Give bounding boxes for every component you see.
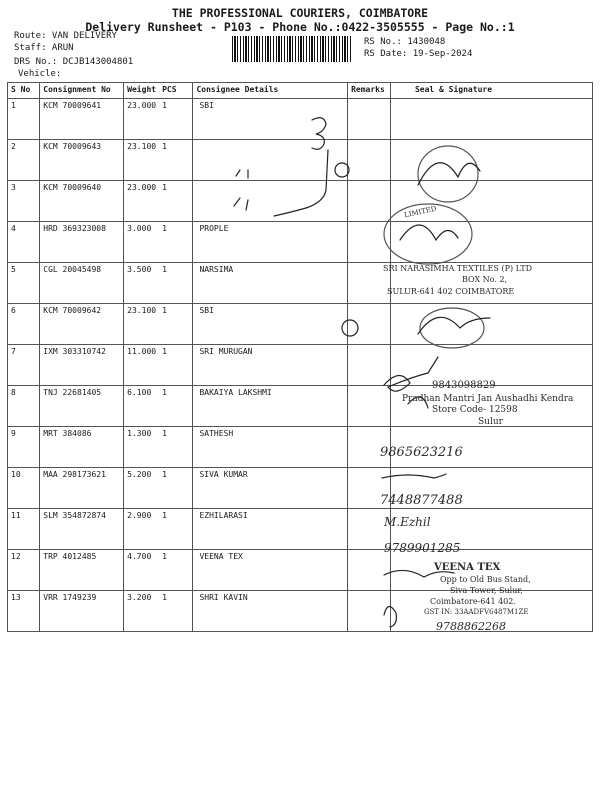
cell-consignee: SBI — [193, 304, 348, 345]
cell-consignment: VRR 1749239 — [40, 591, 124, 632]
cell-consignee: SIVA KUMAR — [193, 468, 348, 509]
cell-consignment: KCM 70009642 — [40, 304, 124, 345]
stamp-textiles-line3: SULUR-641 402 COIMBATORE — [387, 287, 515, 296]
cell-consignee: SRI MURUGAN — [193, 345, 348, 386]
cell-pcs: 1 — [159, 304, 193, 345]
cell-weight: 5.200 — [124, 468, 159, 509]
cell-consignee: BAKAIYA LAKSHMI — [193, 386, 348, 427]
cell-remarks — [348, 222, 391, 263]
cell-weight: 1.300 — [124, 427, 159, 468]
handwritten-phone-11: 9789901285 — [384, 541, 461, 555]
col-weight: Weight — [124, 83, 159, 99]
cell-weight: 23.100 — [124, 304, 159, 345]
col-pcs: PCS — [159, 83, 193, 99]
col-remarks: Remarks — [348, 83, 391, 99]
cell-consignee: VEENA TEX — [193, 550, 348, 591]
handwritten-name-11: M.Ezhil — [384, 515, 431, 529]
cell-consignment: TRP 4012485 — [40, 550, 124, 591]
cell-consignment: KCM 70009643 — [40, 140, 124, 181]
cell-remarks — [348, 386, 391, 427]
cell-sno: 10 — [8, 468, 40, 509]
cell-remarks — [348, 591, 391, 632]
cell-sno: 7 — [8, 345, 40, 386]
staff-label: Staff: ARUN — [14, 43, 74, 53]
cell-consignment: IXM 303310742 — [40, 345, 124, 386]
stamp-textiles-line2: BOX No. 2, — [462, 275, 508, 284]
cell-consignee: SHRI KAVIN — [193, 591, 348, 632]
cell-remarks — [348, 550, 391, 591]
cell-pcs: 1 — [159, 263, 193, 304]
cell-weight: 11.000 — [124, 345, 159, 386]
table-row — [8, 468, 593, 509]
stamp-jan-aushadhi-line2: Store Code- 12598 — [432, 405, 518, 415]
cell-weight: 4.700 — [124, 550, 159, 591]
handwritten-phone-13: 9788862268 — [436, 620, 506, 633]
cell-pcs: 1 — [159, 181, 193, 222]
cell-sno: 9 — [8, 427, 40, 468]
cell-seal — [390, 140, 592, 181]
cell-remarks — [348, 99, 391, 140]
cell-pcs: 1 — [159, 222, 193, 263]
cell-pcs: 1 — [159, 550, 193, 591]
cell-consignment: KCM 70009641 — [40, 99, 124, 140]
cell-pcs: 1 — [159, 345, 193, 386]
cell-sno: 6 — [8, 304, 40, 345]
cell-sno: 4 — [8, 222, 40, 263]
runsheet-table — [7, 82, 593, 632]
cell-sno: 5 — [8, 263, 40, 304]
table-row — [8, 181, 593, 222]
stamp-veena-line5: GST IN: 33AADFV6487M1ZE — [424, 608, 529, 616]
handwritten-phone-7: 9843098829 — [432, 380, 496, 391]
cell-seal — [390, 222, 592, 263]
stamp-ring-text: LIMITED — [403, 204, 438, 220]
table-row — [8, 140, 593, 181]
cell-consignment: MRT 384086 — [40, 427, 124, 468]
cell-pcs: 1 — [159, 386, 193, 427]
cell-pcs: 1 — [159, 99, 193, 140]
stamp-veena-line3: Siva Tower, Sulur, — [450, 586, 523, 595]
cell-consignee: PROPLE — [193, 222, 348, 263]
cell-consignment: CGL 20045498 — [40, 263, 124, 304]
page-title: THE PROFESSIONAL COURIERS, COIMBATORE — [171, 6, 429, 20]
barcode — [232, 36, 352, 62]
cell-weight: 3.200 — [124, 591, 159, 632]
cell-sno: 12 — [8, 550, 40, 591]
cell-sno: 11 — [8, 509, 40, 550]
cell-pcs: 1 — [159, 140, 193, 181]
handwritten-phone-9: 9865623216 — [380, 445, 463, 460]
table-row — [8, 509, 593, 550]
table-header-row — [8, 83, 593, 99]
cell-seal — [390, 304, 592, 345]
cell-weight: 23.100 — [124, 140, 159, 181]
table-row — [8, 222, 593, 263]
cell-sno: 2 — [8, 140, 40, 181]
cell-sno: 1 — [8, 99, 40, 140]
runsheet-subtitle: Delivery Runsheet - P103 - Phone No.:0422-3505555 - Page No.:1 — [85, 20, 515, 34]
table-row — [8, 427, 593, 468]
cell-consignment: SLM 354872874 — [40, 509, 124, 550]
stamp-veena-line4: Coimbatore-641 402. — [430, 597, 516, 606]
cell-consignee — [193, 140, 348, 181]
rs-number: RS No.: 1430048 — [364, 37, 446, 47]
handwritten-phone-10: 7448877488 — [380, 493, 463, 508]
cell-weight: 23.000 — [124, 181, 159, 222]
table-row — [8, 99, 593, 140]
cell-consignment: KCM 70009640 — [40, 181, 124, 222]
col-seal: Seal & Signature — [390, 83, 592, 99]
stamp-veena-line2: Opp to Old Bus Stand, — [440, 575, 531, 584]
route-label: Route: VAN DELIVERY — [14, 31, 117, 41]
cell-remarks — [348, 181, 391, 222]
cell-consignee: SATHESH — [193, 427, 348, 468]
vehicle-label: Vehicle: — [18, 69, 62, 79]
drs-label: DRS No.: DCJB143004801 — [14, 57, 134, 67]
cell-consignment: TNJ 22681405 — [40, 386, 124, 427]
stamp-veena-line1: VEENA TEX — [434, 562, 501, 573]
cell-remarks — [348, 304, 391, 345]
cell-consignment: HRD 369323008 — [40, 222, 124, 263]
cell-sno: 8 — [8, 386, 40, 427]
cell-remarks — [348, 140, 391, 181]
cell-pcs: 1 — [159, 427, 193, 468]
cell-sno: 13 — [8, 591, 40, 632]
cell-pcs: 1 — [159, 591, 193, 632]
cell-consignee: EZHILARASI — [193, 509, 348, 550]
cell-weight: 2.900 — [124, 509, 159, 550]
cell-sno: 3 — [8, 181, 40, 222]
cell-consignee — [193, 181, 348, 222]
cell-seal — [390, 99, 592, 140]
cell-weight: 3.500 — [124, 263, 159, 304]
cell-weight: 3.000 — [124, 222, 159, 263]
col-sno: S No — [8, 83, 40, 99]
cell-consignee: SBI — [193, 99, 348, 140]
col-consignment: Consignment No — [40, 83, 124, 99]
cell-consignee: NARSIMA — [193, 263, 348, 304]
cell-remarks — [348, 345, 391, 386]
cell-weight: 23.000 — [124, 99, 159, 140]
cell-consignment: MAA 298173621 — [40, 468, 124, 509]
table-row — [8, 550, 593, 591]
stamp-textiles-line1: SRI NARASIMHA TEXTILES (P) LTD — [383, 264, 533, 273]
stamp-jan-aushadhi-line1: Pradhan Mantri Jan Aushadhi Kendra — [402, 394, 574, 404]
table-row — [8, 304, 593, 345]
table-row — [8, 345, 593, 386]
rs-date: RS Date: 19-Sep-2024 — [364, 49, 473, 59]
col-details: Consignee Details — [193, 83, 348, 99]
stamp-jan-aushadhi-line3: Sulur — [478, 417, 503, 427]
cell-pcs: 1 — [159, 468, 193, 509]
cell-weight: 6.100 — [124, 386, 159, 427]
cell-pcs: 1 — [159, 509, 193, 550]
